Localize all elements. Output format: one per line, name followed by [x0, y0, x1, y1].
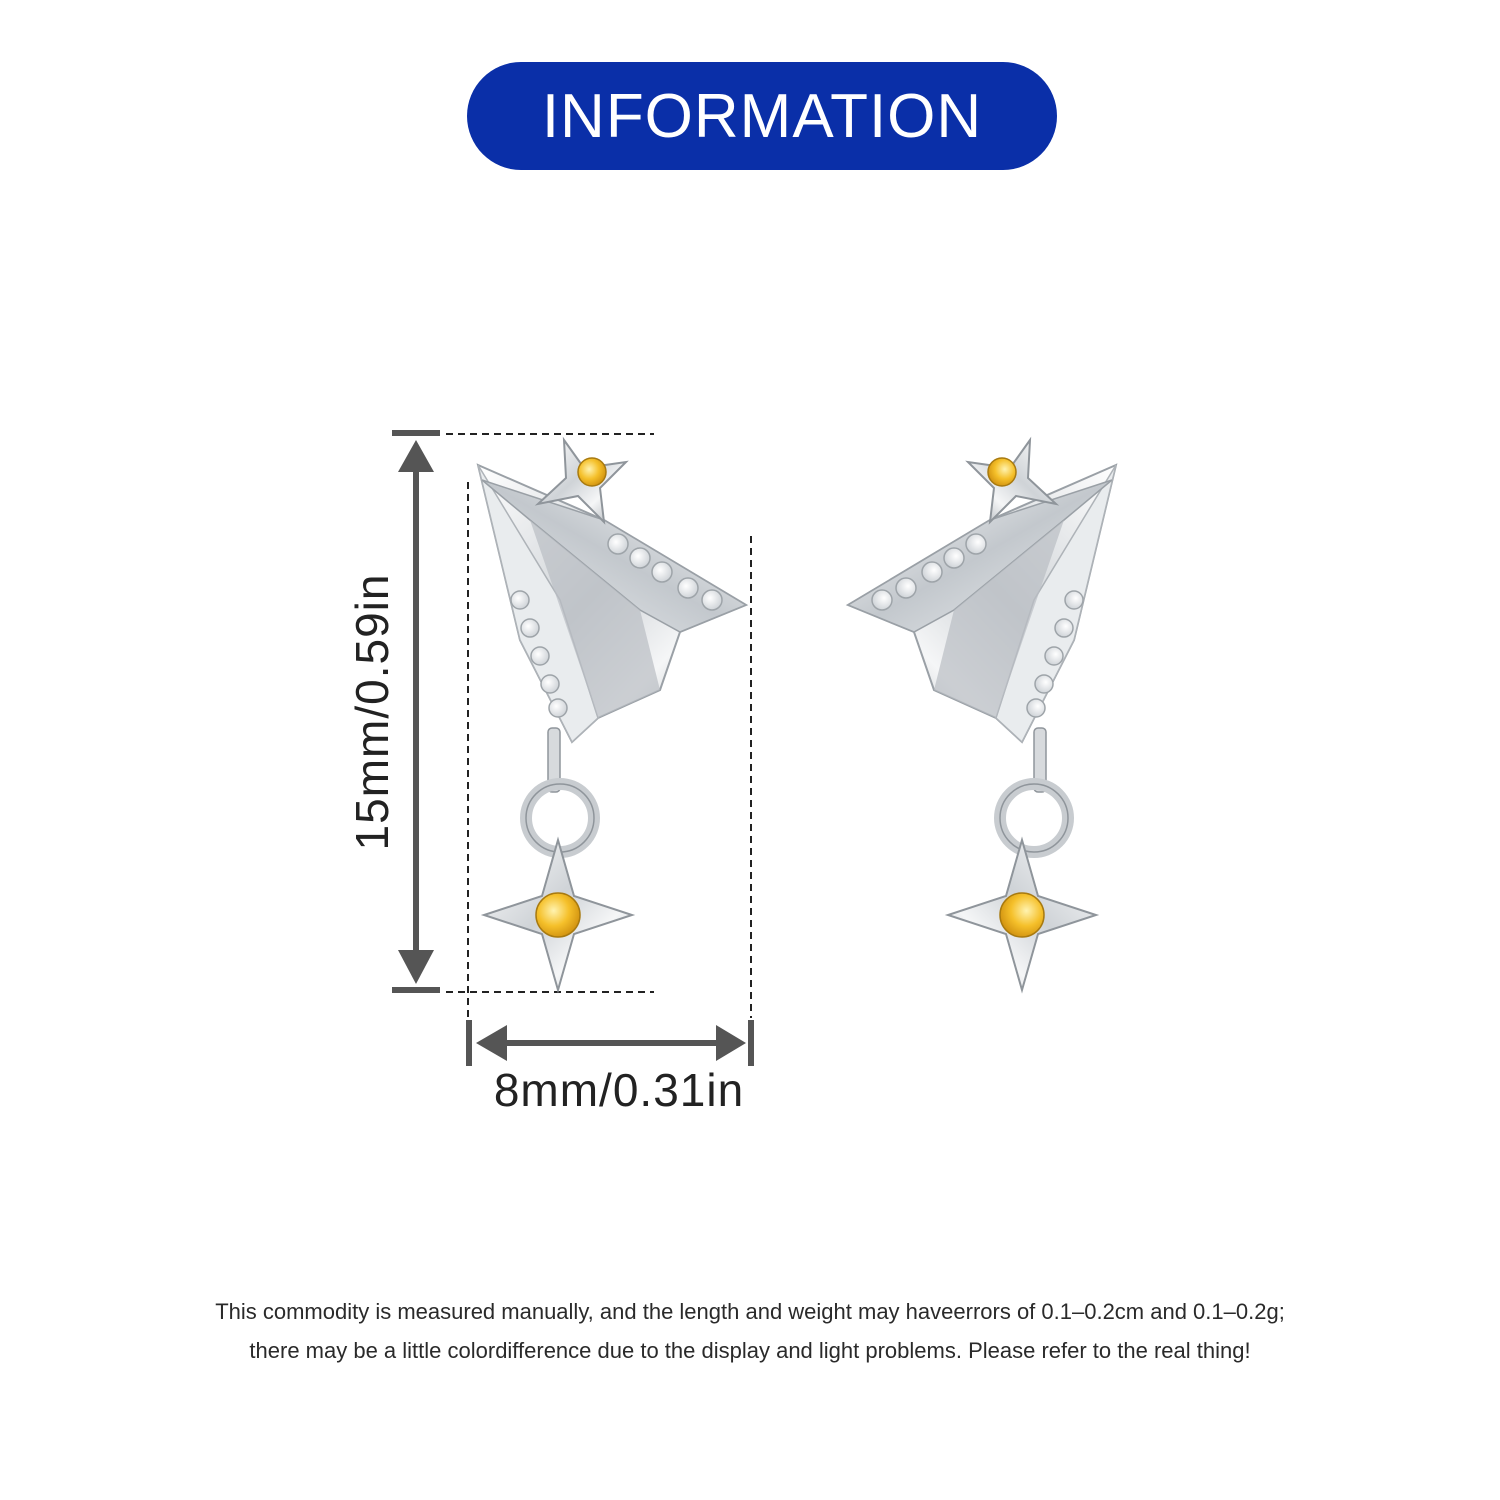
page-title: INFORMATION	[541, 81, 983, 151]
width-dimension-label: 8mm/0.31in	[493, 1064, 745, 1116]
height-arrow-down-icon	[398, 950, 434, 984]
paper-plane-earring-icon	[478, 440, 746, 990]
height-dimension-label: 15mm/0.59in	[346, 573, 398, 851]
height-arrow-up-icon	[398, 440, 434, 472]
width-arrow-left-icon	[476, 1025, 507, 1061]
star-charm-icon-right	[948, 840, 1096, 990]
star-charm-icon	[484, 840, 632, 990]
disclaimer-line-2: there may be a little colordifference due to the display and light problems. Please refer to the real thing!	[249, 1338, 1251, 1363]
width-arrow-right-icon	[716, 1025, 746, 1061]
paper-plane-earring-icon-right	[848, 440, 1116, 990]
disclaimer-line-1: This commodity is measured manually, and the length and weight may haveerrors of 0.1–0.2cm and 0.1–0.2g;	[215, 1299, 1285, 1324]
